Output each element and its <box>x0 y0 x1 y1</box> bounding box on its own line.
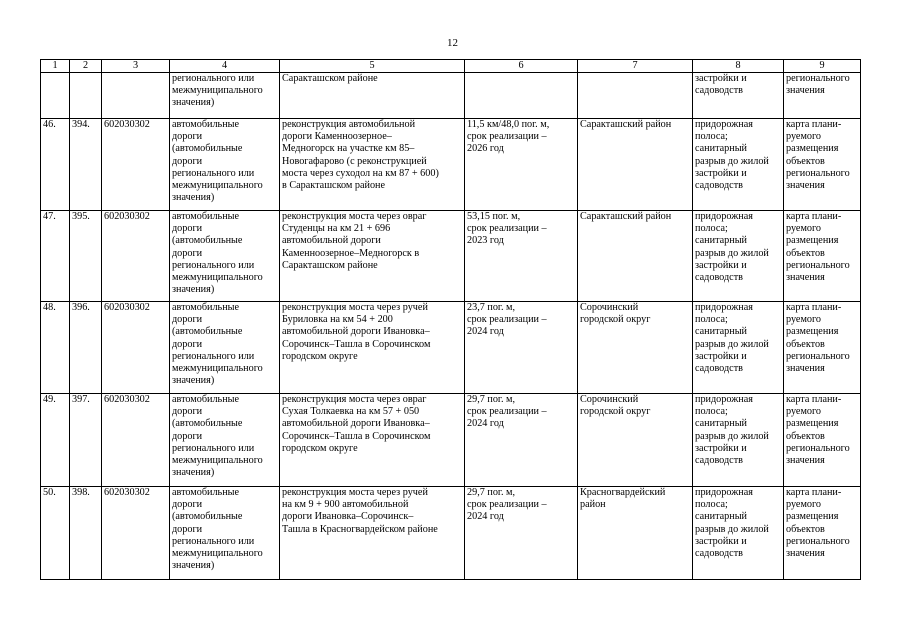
cell-zone: придорожная полоса; санитарный разрыв до жилой застройки и садоводств <box>693 487 784 580</box>
cell-description: реконструкция моста через овраг Студенцы на км 21 + 696 автомобильной дороги Каменноозерное–Медногорск в Саракташском районе <box>280 211 465 302</box>
cell-code <box>102 73 170 119</box>
cell-zone: придорожная полоса; санитарный разрыв до жилой застройки и садоводств <box>693 302 784 394</box>
cell-num <box>41 73 70 119</box>
cell-location: Красногвардейский район <box>578 487 693 580</box>
cell-num: 46. <box>41 119 70 211</box>
cell-location: Саракташский район <box>578 211 693 302</box>
cell-index: 397. <box>70 394 102 487</box>
column-number: 8 <box>693 60 784 73</box>
column-number: 1 <box>41 60 70 73</box>
column-number: 6 <box>465 60 578 73</box>
column-number: 5 <box>280 60 465 73</box>
cell-source: карта плани- руемого размещения объектов регионального значения <box>784 487 861 580</box>
cell-type: автомобильные дороги (автомобильные дороги регионального или межмуниципального значения) <box>170 211 280 302</box>
cell-type: автомобильные дороги (автомобильные дороги регионального или межмуниципального значения) <box>170 487 280 580</box>
column-numbers-row <box>41 60 861 73</box>
cell-source: карта плани- руемого размещения объектов регионального значения <box>784 119 861 211</box>
cell-code: 602030302 <box>102 394 170 487</box>
cell-zone: придорожная полоса; санитарный разрыв до жилой застройки и садоводств <box>693 211 784 302</box>
cell-num: 49. <box>41 394 70 487</box>
column-number: 2 <box>70 60 102 73</box>
cell-params: 53,15 пог. м, срок реализации – 2023 год <box>465 211 578 302</box>
column-number: 7 <box>578 60 693 73</box>
cell-params: 23,7 пог. м, срок реализации – 2024 год <box>465 302 578 394</box>
cell-code: 602030302 <box>102 302 170 394</box>
cell-params: 29,7 пог. м, срок реализации – 2024 год <box>465 394 578 487</box>
cell-zone: придорожная полоса; санитарный разрыв до жилой застройки и садоводств <box>693 119 784 211</box>
cell-type: автомобильные дороги (автомобильные дороги регионального или межмуниципального значения) <box>170 394 280 487</box>
cell-type: регионального или межмуниципального значения) <box>170 73 280 119</box>
cell-index: 394. <box>70 119 102 211</box>
table-row <box>41 211 861 302</box>
table-row <box>41 487 861 580</box>
cell-num: 47. <box>41 211 70 302</box>
cell-description: Саракташском районе <box>280 73 465 119</box>
cell-source: карта плани- руемого размещения объектов регионального значения <box>784 394 861 487</box>
table-row <box>41 394 861 487</box>
cell-description: реконструкция моста через овраг Сухая Толкаевка на км 57 + 050 автомобильной дороги Ивановка– Сорочинск–Ташла в Сорочинском городском округе <box>280 394 465 487</box>
cell-index: 396. <box>70 302 102 394</box>
cell-code: 602030302 <box>102 211 170 302</box>
cell-index: 398. <box>70 487 102 580</box>
column-number: 4 <box>170 60 280 73</box>
cell-zone: придорожная полоса; санитарный разрыв до жилой застройки и садоводств <box>693 394 784 487</box>
objects-table <box>40 59 861 580</box>
cell-num: 48. <box>41 302 70 394</box>
cell-code: 602030302 <box>102 119 170 211</box>
cell-location: Саракташский район <box>578 119 693 211</box>
cell-source: регионального значения <box>784 73 861 119</box>
cell-description: реконструкция автомобильной дороги Каменноозерное– Медногорск на участке км 85– Новогафарово (с реконструкцией моста через суходол на км 87 + 600) в Саракташском районе <box>280 119 465 211</box>
cell-params <box>465 73 578 119</box>
cell-num: 50. <box>41 487 70 580</box>
table-row <box>41 119 861 211</box>
cell-index: 395. <box>70 211 102 302</box>
cell-description: реконструкция моста через ручей на км 9 + 900 автомобильной дороги Ивановка–Сорочинск– Ташла в Красногвардейском районе <box>280 487 465 580</box>
cell-description: реконструкция моста через ручей Буриловка на км 54 + 200 автомобильной дороги Ивановка– Сорочинск–Ташла в Сорочинском городском округе <box>280 302 465 394</box>
cell-source: карта плани- руемого размещения объектов регионального значения <box>784 211 861 302</box>
table-row-continued <box>41 73 861 119</box>
cell-location: Сорочинский городской округ <box>578 394 693 487</box>
column-number: 9 <box>784 60 861 73</box>
page-number: 12 <box>447 37 458 49</box>
cell-location <box>578 73 693 119</box>
cell-zone: застройки и садоводств <box>693 73 784 119</box>
cell-type: автомобильные дороги (автомобильные дороги регионального или межмуниципального значения) <box>170 302 280 394</box>
cell-type: автомобильные дороги (автомобильные дороги регионального или межмуниципального значения) <box>170 119 280 211</box>
table-row <box>41 302 861 394</box>
cell-location: Сорочинский городской округ <box>578 302 693 394</box>
cell-code: 602030302 <box>102 487 170 580</box>
cell-params: 11,5 км/48,0 пог. м, срок реализации – 2026 год <box>465 119 578 211</box>
cell-params: 29,7 пог. м, срок реализации – 2024 год <box>465 487 578 580</box>
cell-index <box>70 73 102 119</box>
cell-source: карта плани- руемого размещения объектов регионального значения <box>784 302 861 394</box>
column-number: 3 <box>102 60 170 73</box>
